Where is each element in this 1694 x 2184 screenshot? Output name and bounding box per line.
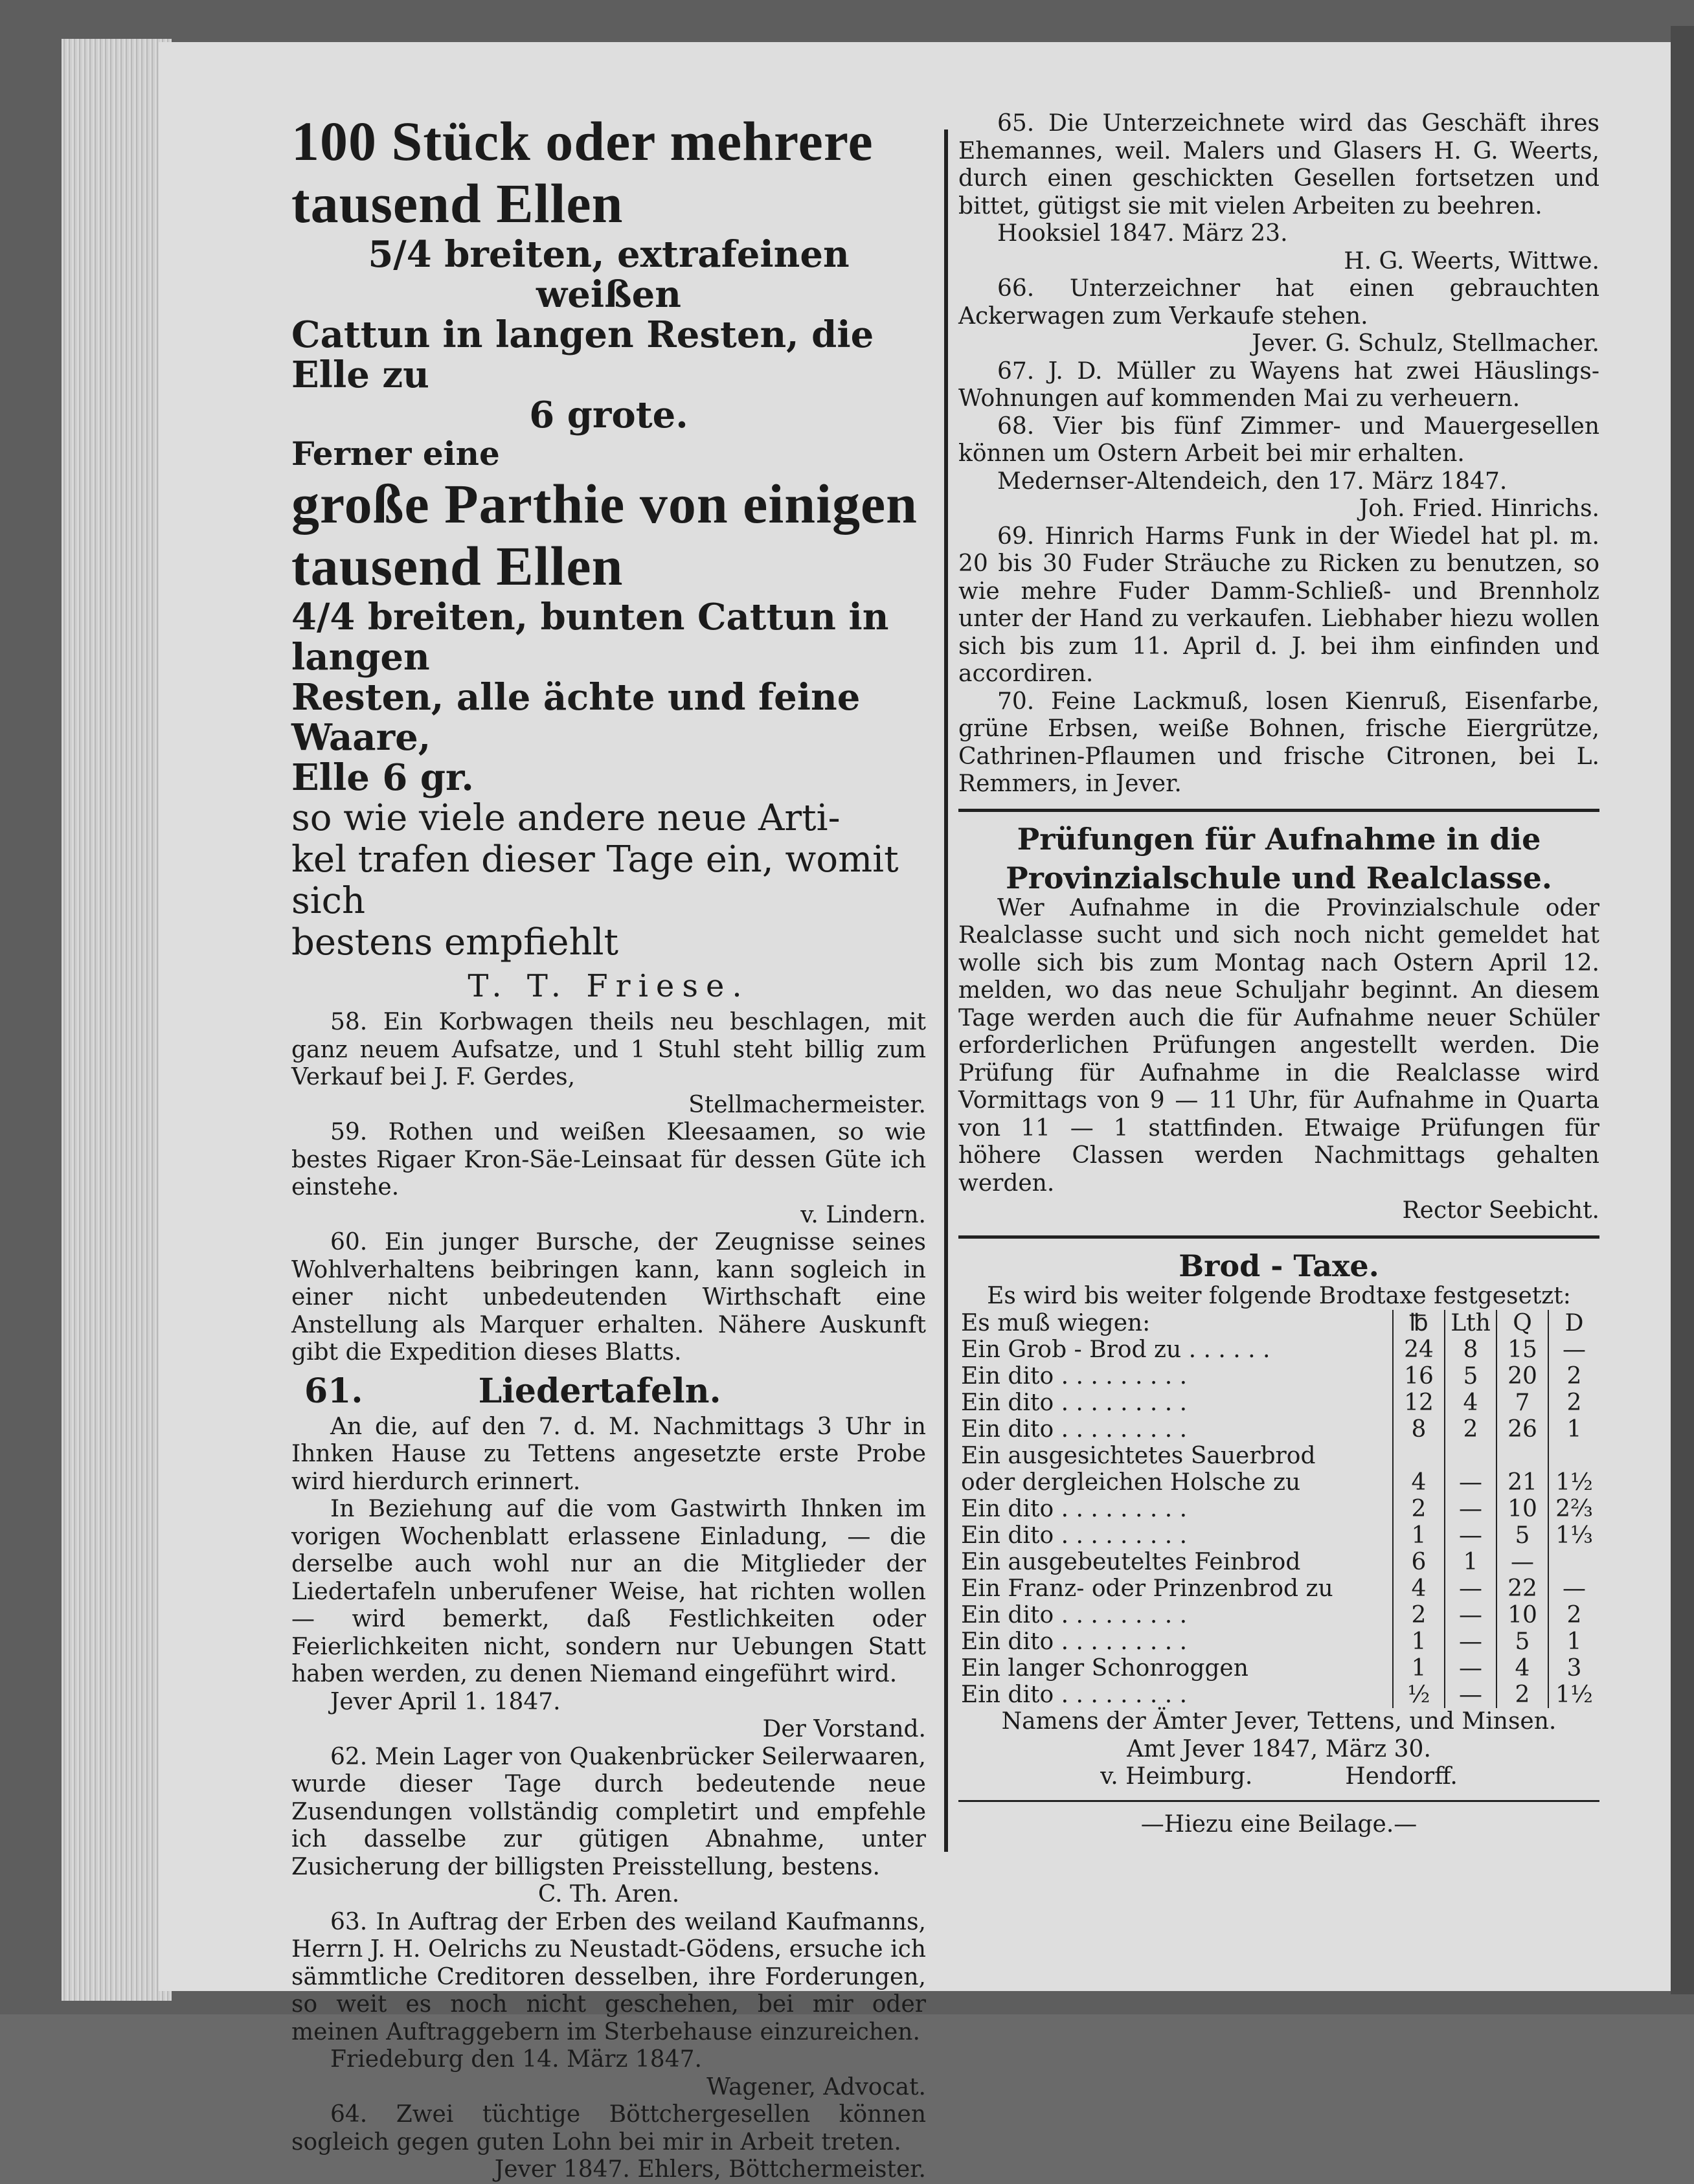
brod-row — [958, 1390, 1599, 1416]
brod-item: Ein ausgesichtetes Sauerbrod — [961, 1443, 1316, 1469]
ad-line: Ferner eine — [291, 434, 500, 473]
ad-signature: T. T. Friese. — [468, 968, 750, 1004]
section-divider — [958, 809, 1599, 812]
notice-date: Hooksiel 1847. März 23. — [997, 220, 1288, 247]
brod-value — [1496, 1443, 1548, 1469]
brod-value: 4 — [1393, 1575, 1445, 1602]
brod-value: 1 — [1393, 1655, 1445, 1682]
ad-line: bestens empfiehlt — [291, 921, 619, 963]
brod-value: 3 — [1548, 1655, 1599, 1682]
brod-value: — — [1445, 1575, 1496, 1602]
signature-heimburg: v. Heimburg. — [1100, 1763, 1253, 1790]
brod-value: 20 — [1496, 1363, 1548, 1390]
brod-value: 24 — [1393, 1336, 1445, 1363]
brod-value: 5 — [1496, 1522, 1548, 1549]
brod-value: — — [1445, 1522, 1496, 1549]
ad-line: Cattun in langen Resten, die Elle zu — [291, 313, 874, 396]
exam-notice — [958, 822, 1599, 1225]
brod-value: 10 — [1496, 1496, 1548, 1522]
section-divider — [958, 1235, 1599, 1239]
notice-text: 66. Unterzeichner hat einen gebrauchten Ackerwagen zum Verkaufe stehen. — [958, 275, 1599, 330]
column-divider — [944, 129, 948, 1852]
brod-signatures — [958, 1763, 1599, 1791]
brod-item: Ein dito . . . . . . . . . — [961, 1522, 1188, 1549]
notice-text: 62. Mein Lager von Quakenbrücker Seilerwaaren, wurde dieser Tage durch bedeutende neue Zusendungen vollständig completirt und empfehle ich dasselbe zur gütigen Abnahme, unter Zusicherung der billigsten Preisstellung, bestens. — [291, 1743, 926, 1880]
brod-value: — — [1445, 1602, 1496, 1628]
brod-value: 2 — [1548, 1602, 1599, 1628]
brod-item: Ein langer Schonroggen — [961, 1655, 1248, 1682]
brod-value: 1½ — [1548, 1682, 1599, 1708]
brod-value: 2 — [1393, 1602, 1445, 1628]
ad-line: große Parthie von einigen — [291, 473, 918, 535]
brod-value: ℔ — [1393, 1310, 1445, 1336]
brod-value: — — [1548, 1575, 1599, 1602]
notice-text: 65. Die Unterzeichnete wird das Geschäft ihres Ehemannes, weil. Malers und Glasers H. G. Weerts, durch einen geschickten Gesellen fortsetzen und bittet, gütigst sie mit vielen Arbeiten zu beehren. — [958, 110, 1599, 220]
notice-signature: H. G. Weerts, Wittwe. — [1344, 247, 1599, 275]
brod-value: 21 — [1496, 1469, 1548, 1496]
notice-61 — [291, 1372, 926, 1744]
notice-signature: Wagener, Advocat. — [706, 2073, 926, 2100]
brod-row — [958, 1443, 1599, 1469]
brod-value — [1548, 1549, 1599, 1575]
ad-line: kel trafen dieser Tage ein, womit sich — [291, 839, 899, 922]
notice-60 — [291, 1229, 926, 1367]
brod-value: 26 — [1496, 1416, 1548, 1443]
notice-65 — [958, 110, 1599, 275]
notice-text: 63. In Auftrag der Erben des weiland Kaufmanns, Herrn J. H. Oelrichs zu Neustadt-Gödens, ersuche ich sämmtliche Creditoren desselben, ihre Forderungen, so weit es noch nicht geschehen, bei mir oder meinen Auftraggebern im Sterbehause einzureichen. — [291, 1908, 926, 2045]
notice-59 — [291, 1119, 926, 1229]
brod-value: 22 — [1496, 1575, 1548, 1602]
notice-69 — [958, 523, 1599, 688]
brod-value: 1 — [1548, 1628, 1599, 1655]
brod-value: 8 — [1445, 1336, 1496, 1363]
brod-value: 8 — [1393, 1416, 1445, 1443]
notice-heading — [291, 1372, 926, 1411]
brod-value: 12 — [1393, 1390, 1445, 1416]
brod-item: Ein dito . . . . . . . . . — [961, 1602, 1188, 1628]
beilage-note: —Hiezu eine Beilage.— — [1140, 1810, 1417, 1838]
notice-63 — [291, 1909, 926, 2102]
brod-value: 15 — [1496, 1336, 1548, 1363]
brod-title: Brod - Taxe. — [1179, 1248, 1379, 1283]
exam-text: Wer Aufnahme in die Provinzialschule oder Realclasse sucht und sich noch nicht gemeldet hat wolle sich bis zum Montag nach Ostern April 12. melden, wo das neue Schuljahr beginnt. An diesem Tage werden auch die für Aufnahme neuer Schüler erforderlichen Prüfungen angestellt werden. Die Prüfung für Aufnahme in die Realclasse wird Vormittags von 9 — 11 Uhr, für Aufnahme in Quarta von 11 — 1 stattfinden. Etwaige Prüfungen für höhere Classen werden Nachmittags gehalten werden. — [958, 894, 1599, 1197]
brod-row — [958, 1682, 1599, 1708]
brod-value: D — [1548, 1310, 1599, 1336]
brod-row — [958, 1628, 1599, 1655]
brod-row — [958, 1602, 1599, 1628]
notice-text: 64. Zwei tüchtige Böttchergesellen können sogleich gegen guten Lohn bei mir in Arbeit treten. — [291, 2101, 926, 2156]
notice-64 — [291, 2101, 926, 2184]
signature-hendorff: Hendorff. — [1345, 1763, 1458, 1790]
notice-text: 68. Vier bis fünf Zimmer- und Mauergesellen können um Ostern Arbeit bei mir erhalten. — [958, 412, 1599, 467]
brod-value: 2⅔ — [1548, 1496, 1599, 1522]
brod-value: — — [1445, 1628, 1496, 1655]
notice-67 — [958, 358, 1599, 413]
binding-shadow — [1671, 26, 1694, 1994]
brod-item: Ein dito . . . . . . . . . — [961, 1416, 1188, 1443]
page-stack-edge — [62, 39, 172, 2001]
exam-title: Provinzialschule und Realclasse. — [1006, 860, 1552, 895]
notice-text: 60. Ein junger Bursche, der Zeugnisse seines Wohlverhaltens beibringen kann, kann sogleich in einer nicht unbedeutenden Wirthschaft eine Anstellung als Marquer erhalten. Nähere Auskunft gibt die Expedition dieses Blatts. — [291, 1229, 926, 1366]
brod-item: Ein dito . . . . . . . . . — [961, 1390, 1188, 1416]
brod-row — [958, 1496, 1599, 1522]
brod-value — [1548, 1443, 1599, 1469]
brod-value: — — [1445, 1469, 1496, 1496]
notice-signature: Stellmachermeister. — [688, 1091, 926, 1118]
brod-row — [958, 1575, 1599, 1602]
notice-signature: Jever. G. Schulz, Stellmacher. — [1252, 330, 1599, 357]
notice-68 — [958, 413, 1599, 523]
notice-signature: Joh. Fried. Hinrichs. — [1359, 495, 1599, 522]
brod-item: Es muß wiegen: — [961, 1310, 1151, 1336]
notice-text: In Beziehung auf die vom Gastwirth Ihnken im vorigen Wochenblatt erlassene Einladung, — die derselbe auch wohl nur an die Mitglieder der Liedertafeln unberufener Weise, hat richten wollen — wird bemerkt, daß Festlichkeiten oder Feierlichkeiten nicht, sondern nur Uebungen Statt haben werden, zu denen Niemand eingeführt wird. — [291, 1496, 926, 1687]
notice-62 — [291, 1744, 926, 1909]
brod-item: Ein dito . . . . . . . . . — [961, 1682, 1188, 1708]
notice-signature: Jever 1847. Ehlers, Böttchermeister. — [494, 2156, 926, 2183]
brod-value: 7 — [1496, 1390, 1548, 1416]
notice-signature: C. Th. Aren. — [537, 1881, 680, 1908]
brod-row — [958, 1549, 1599, 1575]
brod-item: Ein ausgebeuteltes Feinbrod — [961, 1549, 1301, 1575]
ad-line: tausend Ellen — [291, 535, 624, 597]
brod-value: 1 — [1393, 1522, 1445, 1549]
ad-line: so wie viele andere neue Arti- — [291, 797, 841, 839]
notice-date: Friedeburg den 14. März 1847. — [330, 2046, 702, 2073]
notice-text: 59. Rothen und weißen Kleesaamen, so wie bestes Rigaer Kron-Säe-Leinsaat für dessen Güte ich einstehe. — [291, 1119, 926, 1200]
brod-item: Ein dito . . . . . . . . . — [961, 1363, 1188, 1390]
brod-value: 2 — [1548, 1390, 1599, 1416]
brod-value: 2 — [1496, 1682, 1548, 1708]
brod-value: 1⅓ — [1548, 1522, 1599, 1549]
brod-value — [1445, 1443, 1496, 1469]
brod-value: 1½ — [1548, 1469, 1599, 1496]
brod-value: — — [1496, 1549, 1548, 1575]
brod-value: 4 — [1445, 1390, 1496, 1416]
notice-58 — [291, 1009, 926, 1119]
ad-line: Resten, alle ächte und feine Waare, — [291, 676, 861, 759]
brod-value: 16 — [1393, 1363, 1445, 1390]
brod-value: 4 — [1496, 1655, 1548, 1682]
right-column — [958, 110, 1599, 1838]
brod-value: Q — [1496, 1310, 1548, 1336]
brod-value: 6 — [1393, 1549, 1445, 1575]
brod-value: 2 — [1393, 1496, 1445, 1522]
exam-title: Prüfungen für Aufnahme in die — [1017, 821, 1541, 857]
brod-value: 4 — [1393, 1469, 1445, 1496]
brod-value: 1 — [1548, 1416, 1599, 1443]
brod-value: — — [1445, 1682, 1496, 1708]
ad-line: tausend Ellen — [291, 172, 624, 234]
brod-value: 1 — [1393, 1628, 1445, 1655]
brod-value: 5 — [1496, 1628, 1548, 1655]
brod-row — [958, 1336, 1599, 1363]
brod-value: Lth — [1445, 1310, 1496, 1336]
notice-text: 58. Ein Korbwagen theils neu beschlagen, mit ganz neuem Aufsatze, und 1 Stuhl steht billig zum Verkauf bei J. F. Gerdes, — [291, 1009, 926, 1090]
brod-item: Ein dito . . . . . . . . . — [961, 1628, 1188, 1655]
exam-signature: Rector Seebicht. — [1402, 1197, 1599, 1224]
ad-line: 100 Stück oder mehrere — [291, 110, 874, 172]
brod-row — [958, 1655, 1599, 1682]
left-column — [291, 110, 926, 2184]
brod-header-row — [958, 1310, 1599, 1336]
brod-footer: Amt Jever 1847, März 30. — [1127, 1735, 1431, 1762]
brod-table-body — [958, 1310, 1599, 1708]
brod-value — [1393, 1443, 1445, 1469]
brod-value: — — [1548, 1336, 1599, 1363]
notice-signature: v. Lindern. — [800, 1201, 926, 1228]
notice-text: 70. Feine Lackmuß, losen Kienruß, Eisenfarbe, grüne Erbsen, weiße Bohnen, frische Eiergrütze, Cathrinen-Pflaumen und frische Citronen, bei L. Remmers, in Jever. — [958, 688, 1599, 797]
brod-row — [958, 1469, 1599, 1496]
brod-row — [958, 1522, 1599, 1549]
notice-signature: Der Vorstand. — [762, 1716, 926, 1742]
brod-value: 10 — [1496, 1602, 1548, 1628]
brod-item: Ein Franz- oder Prinzenbrod zu — [961, 1575, 1333, 1602]
brod-item: oder dergleichen Holsche zu — [961, 1469, 1301, 1496]
brod-row — [958, 1416, 1599, 1443]
notice-text: 67. J. D. Müller zu Wayens hat zwei Häuslings-Wohnungen auf kommenden Mai zu verheuern. — [958, 357, 1599, 412]
brod-value: — — [1445, 1655, 1496, 1682]
brod-value: — — [1445, 1496, 1496, 1522]
ad-line: 6 grote. — [529, 394, 688, 436]
brod-value: 1 — [1445, 1549, 1496, 1575]
section-divider — [958, 1800, 1599, 1802]
notice-date: Jever April 1. 1847. — [330, 1688, 561, 1715]
brod-taxe — [958, 1249, 1599, 1791]
notice-text: An die, auf den 7. d. M. Nachmittags 3 Uhr in Ihnken Hause zu Tettens angesetzte erste Probe wird hierdurch erinnert. — [291, 1413, 926, 1495]
ad-line: 5/4 breiten, extrafeinen weißen — [368, 233, 850, 316]
brod-intro: Es wird bis weiter folgende Brodtaxe festgesetzt: — [987, 1282, 1571, 1309]
brod-value: 5 — [1445, 1363, 1496, 1390]
brod-item: Ein dito . . . . . . . . . — [961, 1496, 1188, 1522]
brod-item: Ein Grob - Brod zu . . . . . . — [961, 1336, 1270, 1363]
notice-text: 69. Hinrich Harms Funk in der Wiedel hat pl. m. 20 bis 30 Fuder Sträuche zu Ricken zu benutzen, so wie mehre Fuder Damm-Schließ- und Brennholz unter der Hand zu verkaufen. Liebhaber hiezu wollen sich bis zum 11. April d. J. bei ihm einfinden und accordiren. — [958, 523, 1599, 687]
notice-title: Liedertafeln. — [478, 1371, 721, 1411]
notice-date: Medernser-Altendeich, den 17. März 1847. — [997, 467, 1508, 495]
brod-row — [958, 1363, 1599, 1390]
ad-line: Elle 6 gr. — [291, 756, 474, 799]
notice-70 — [958, 688, 1599, 798]
advertisement-friese — [291, 110, 926, 1005]
brod-footer: Namens der Ämter Jever, Tettens, und Minsen. — [1001, 1708, 1557, 1735]
brod-value: 2 — [1548, 1363, 1599, 1390]
notice-number: 61. — [304, 1371, 363, 1411]
ad-line: 4/4 breiten, bunten Cattun in langen — [291, 596, 889, 679]
notice-66 — [958, 275, 1599, 358]
brod-table — [958, 1310, 1599, 1708]
brod-value: ½ — [1393, 1682, 1445, 1708]
brod-value: 2 — [1445, 1416, 1496, 1443]
